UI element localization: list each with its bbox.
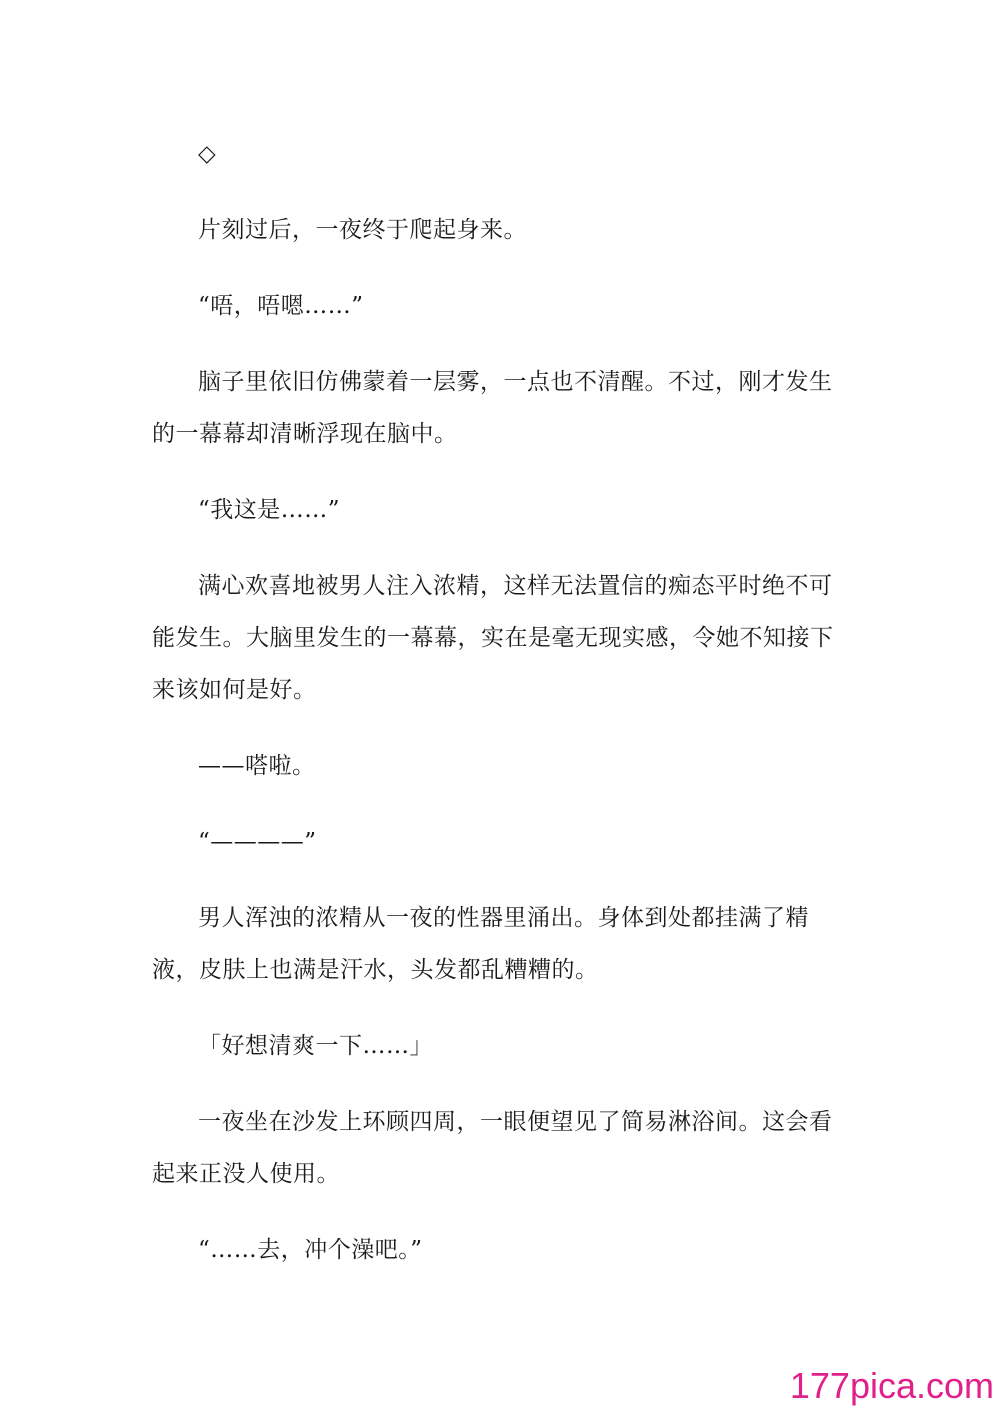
paragraph: 一夜坐在沙发上环顾四周，一眼便望见了简易淋浴间。这会看起来正没人使用。 — [152, 1109, 833, 1187]
dialogue-line: “……去，冲个澡吧。” — [198, 1237, 423, 1263]
dialogue-line: “————” — [198, 829, 317, 855]
dialogue-line: “我这是……” — [198, 497, 341, 523]
document-body — [152, 128, 842, 1276]
site-watermark: 177pica.com — [789, 1365, 994, 1406]
paragraph: 男人浑浊的浓精从一夜的性器里涌出。身体到处都挂满了精液，皮肤上也满是汗水，头发都乱糟糟的。 — [152, 905, 809, 983]
scene-break-symbol: ◇ — [198, 141, 217, 167]
inner-thought-line: 「好想清爽一下……」 — [198, 1033, 433, 1059]
paragraph: 满心欢喜地被男人注入浓精，这样无法置信的痴态平时绝不可能发生。大脑里发生的一幕幕，实在是毫无现实感，令她不知接下来该如何是好。 — [152, 573, 834, 703]
paragraph: 片刻过后，一夜终于爬起身来。 — [198, 217, 527, 243]
dialogue-line: “唔，唔嗯……” — [198, 293, 364, 319]
sound-effect-line: ——嗒啦。 — [198, 753, 316, 779]
paragraph: 脑子里依旧仿佛蒙着一层雾，一点也不清醒。不过，刚才发生的一幕幕却清晰浮现在脑中。 — [152, 369, 833, 447]
